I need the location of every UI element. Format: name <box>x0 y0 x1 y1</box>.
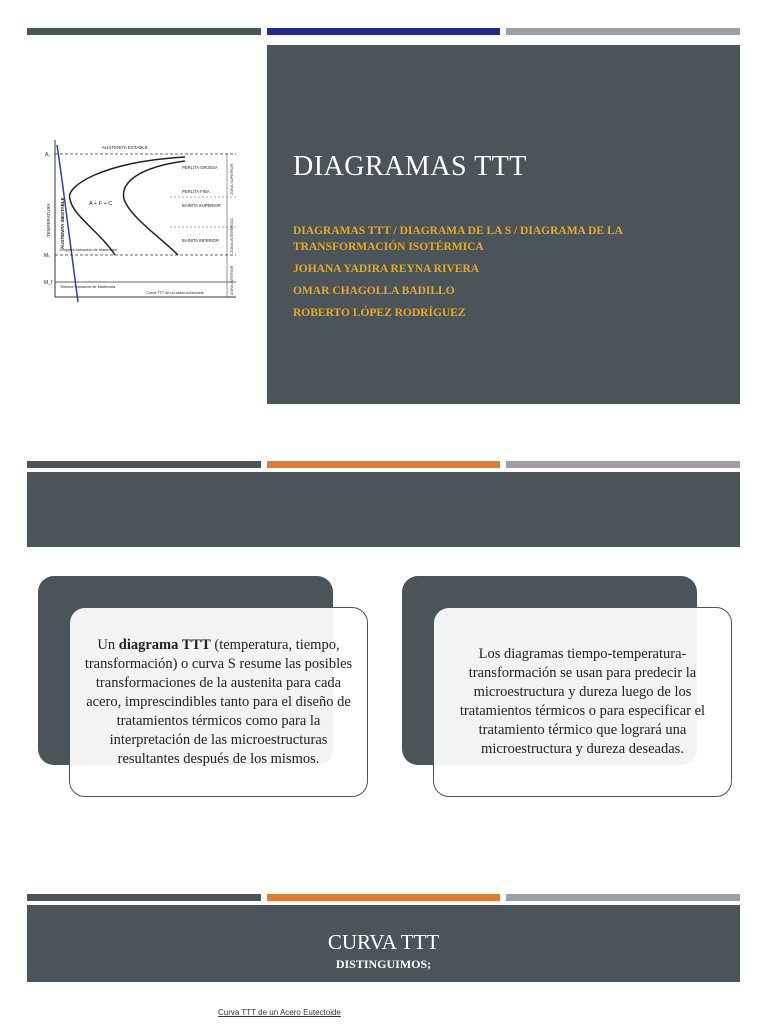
label-perlita-gruesa: PERLITA GRUESA <box>182 165 218 170</box>
usage-card <box>433 607 732 797</box>
label-ms: Mₛ <box>44 253 51 259</box>
section-header-band <box>27 472 740 547</box>
author-name: ROBERTO LÓPEZ RODRÍGUEZ <box>293 307 466 319</box>
title-panel <box>267 45 740 404</box>
section-title: CURVA TTT <box>327 930 440 954</box>
section-title-panel <box>27 905 740 982</box>
label-austenita-inestable: AUSTENITA INESTABLE <box>60 197 65 249</box>
top-bar-middle <box>267 28 500 35</box>
section-subtitle: DISTINGUIMOS; <box>335 957 432 971</box>
author-name: OMAR CHAGOLLA BADILLO <box>293 285 455 297</box>
label-a1: A₁ <box>45 152 51 158</box>
label-mf: M_f <box>44 280 53 286</box>
label-bainita-superior: BAINITA SUPERIOR <box>182 203 221 208</box>
label-bainita-inferior: BAINITA INFERIOR <box>182 238 219 243</box>
label-perlita-fina: PERLITA FINA <box>182 189 210 194</box>
page-title: DIAGRAMAS TTT <box>293 151 527 182</box>
definition-text: Un diagrama TTT (temperatura, tiempo, transformación) o curva S resume las posibles transformaciones de la austenita para cada acero, imprescindibles tanto para el diseño de tratamientos térmicos como para la interpretación de las microestructuras resultantes después de los mismos. <box>84 636 353 767</box>
definition-card <box>69 607 368 797</box>
divider-bar-left <box>27 461 261 468</box>
ttt-diagram <box>40 137 238 305</box>
label-zona-inferior: ZONA INFERIOR <box>230 265 234 295</box>
divider-bar-right <box>506 461 740 468</box>
subtitle-block <box>293 223 713 327</box>
label-martensita-inicio: Empieza formación de Martensita <box>60 248 117 252</box>
divider-bar-middle <box>267 461 500 468</box>
label-martensita-fin: Termina formación de Martensita <box>60 285 116 289</box>
footer-bar-right <box>506 894 740 901</box>
subtitle-line: DIAGRAMAS TTT / DIAGRAMA DE LA S / DIAGRAMA DE LA TRANSFORMACIÓN ISOTÉRMICA <box>293 225 623 253</box>
label-austenita-estable: AUSTENITA ESTABLE <box>102 145 148 150</box>
author-name: JOHANA YADIRA REYNA RIVERA <box>293 263 480 275</box>
label-curva-caption: Curva TTT de un acero eutectoide <box>146 291 204 295</box>
label-zona-superior: ZONA SUPERIOR <box>230 163 234 195</box>
usage-text: Los diagramas tiempo-temperatura-transformación se usan para predecir la microestructura y dureza luego de los tratamientos térmicos o para especificar el tratamiento térmico que logrará una microestructura y dureza deseadas. <box>459 646 706 757</box>
top-bar-right <box>506 28 740 35</box>
definition-term: diagrama TTT <box>118 636 211 653</box>
footer-bar-middle <box>267 894 500 901</box>
top-bar-left <box>27 28 261 35</box>
figure-caption-link[interactable]: Curva TTT de un Acero Eutectoide <box>218 1008 341 1017</box>
label-apfpc: A + F + C <box>89 201 113 207</box>
footer-bar-left <box>27 894 261 901</box>
label-temperatura: TEMPERATURA <box>46 203 51 237</box>
label-zona-intermedia: ZONA INTERMEDIA <box>230 218 234 253</box>
